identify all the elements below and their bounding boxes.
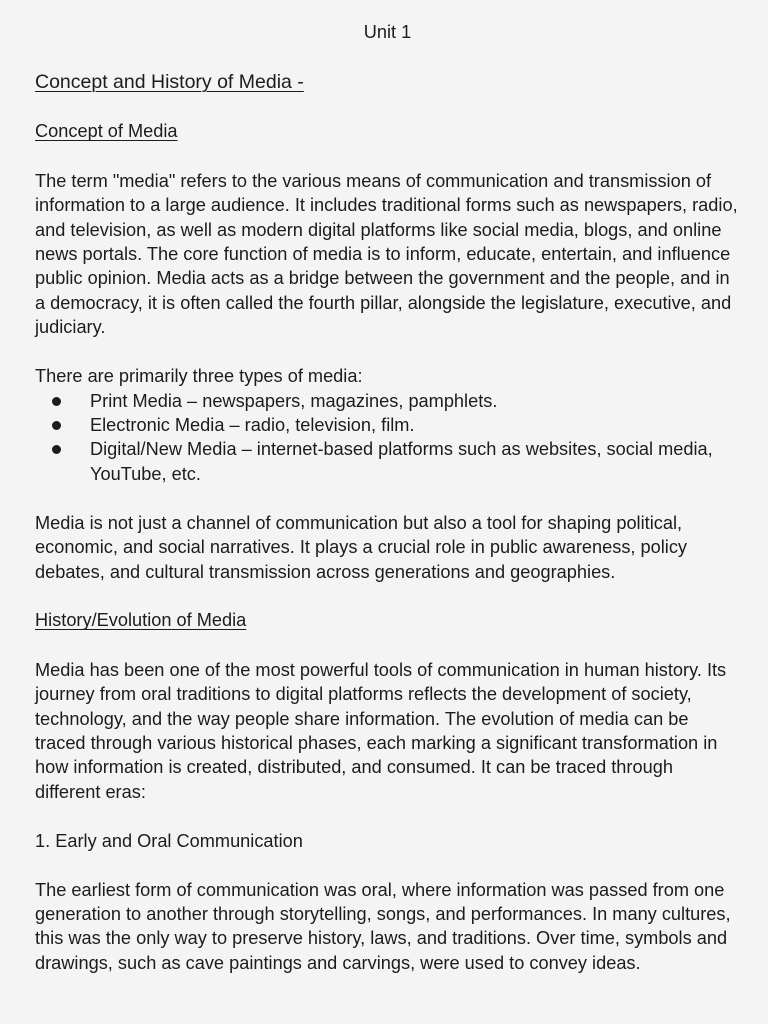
list-item-text: Electronic Media – radio, television, film. [90, 414, 415, 435]
history-paragraph-1: Media has been one of the most powerful tools of communication in human history. Its journey from oral traditions to digital platforms reflects the development of society, technology, and the way people share information. The evolution of media can be traced through various historical phases, each marking a significant transformation in how information is created, distributed, and consumed. It can be traced through different eras: [35, 659, 727, 802]
media-types-list [35, 389, 740, 487]
bullet-icon [52, 445, 61, 454]
history-heading: History/Evolution of Media [35, 610, 247, 631]
document-title: Concept and History of Media - [35, 71, 304, 93]
document-page [35, 20, 740, 1000]
list-item [35, 437, 740, 486]
era-1-heading: 1. Early and Oral Communication [35, 830, 303, 851]
media-types-intro: There are primarily three types of media: [35, 366, 363, 387]
list-item [35, 413, 740, 437]
concept-heading: Concept of Media [35, 121, 178, 142]
list-item-text: Print Media – newspapers, magazines, pamphlets. [90, 390, 498, 411]
list-item [35, 389, 740, 413]
era-1-paragraph: The earliest form of communication was oral, where information was passed from one generation to another through storytelling, songs, and performances. In many cultures, this was the only way to preserve history, laws, and traditions. Over time, symbols and drawings, such as cave paintings and carvings, were used to convey ideas. [35, 879, 731, 973]
list-item-text: Digital/New Media – internet-based platforms such as websites, social media, YouTube, etc. [90, 439, 713, 484]
concept-paragraph-2: Media is not just a channel of communication but also a tool for shaping political, economic, and social narratives. It plays a crucial role in public awareness, policy debates, and cultural transmission across generations and geographies. [35, 512, 688, 582]
concept-paragraph-1: The term "media" refers to the various means of communication and transmission of information to a large audience. It includes traditional forms such as newspapers, radio, and television, as well as modern digital platforms like social media, blogs, and online news portals. The core function of media is to inform, educate, entertain, and influence public opinion. Media acts as a bridge between the government and the people, and in a democracy, it is often called the fourth pillar, alongside the legislature, executive, and judiciary. [35, 170, 738, 338]
unit-label: Unit 1 [363, 22, 412, 42]
bullet-icon [52, 397, 61, 406]
bullet-icon [52, 421, 61, 430]
